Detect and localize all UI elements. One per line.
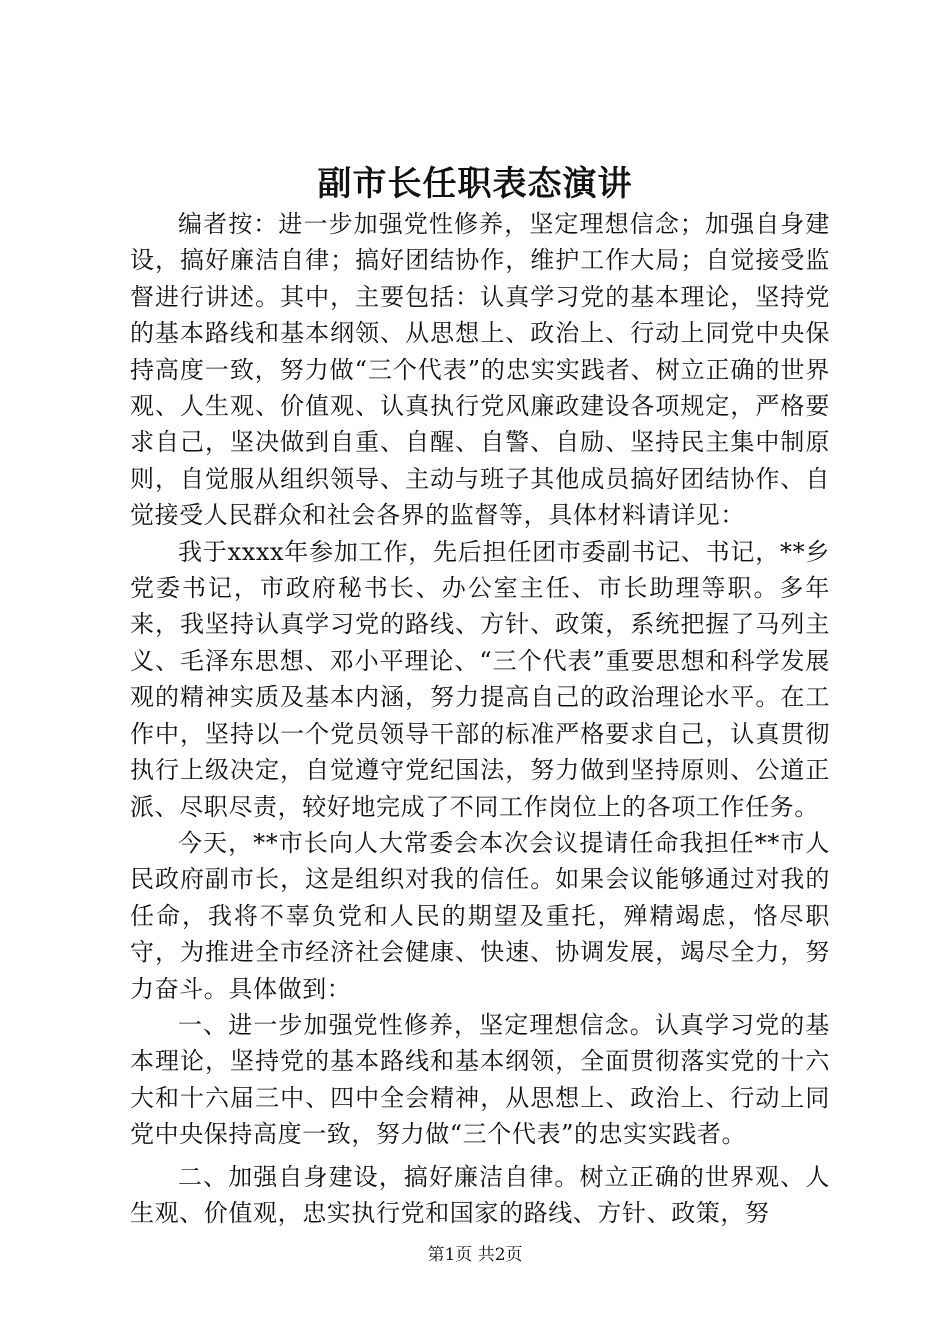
document-body — [130, 206, 830, 1231]
paragraph-editor-note: 编者按：进一步加强党性修养，坚定理想信念；加强自身建设，搞好廉洁自律；搞好团结协作，维护工作大局；自觉接受监督进行讲述。其中，主要包括：认真学习党的基本理论，坚持党的基本路线和基本纲领、从思想上、政治上、行动上同党中央保持高度一致，努力做“三个代表”的忠实实践者、树立正确的世界观、人生观、价值观、认真执行党风廉政建设各项规定，严格要求自己，坚决做到自重、自醒、自警、自励、坚持民主集中制原则，自觉服从组织领导、主动与班子其他成员搞好团结协作、自觉接受人民群众和社会各界的监督等，具体材料请详见： — [130, 210, 830, 530]
paragraph-nomination: 今天，**市长向人大常委会本次会议提请任命我担任**市人民政府副市长，这是组织对我的信任。如果会议能够通过对我的任命，我将不辜负党和人民的期望及重托，殚精竭虑，恪尽职守，为推进全市经济社会健康、快速、协调发展，竭尽全力，努力奋斗。具体做到： — [130, 828, 830, 1003]
page-number-footer: 第1页 共2页 — [427, 1245, 523, 1265]
paragraph-work-history: 我于xxxx年参加工作，先后担任团市委副书记、书记，**乡党委书记，市政府秘书长、办公室主任、市长助理等职。多年来，我坚持认真学习党的路线、方针、政策，系统把握了马列主义、毛泽东思想、邓小平理论、“三个代表”重要思想和科学发展观的精神实质及基本内涵，努力提高自己的政治理论水平。在工作中，坚持以一个党员领导干部的标准严格要求自己，认真贯彻执行上级决定，自觉遵守党纪国法，努力做到坚持原则、公道正派、尽职尽责，较好地完成了不同工作岗位上的各项工作任务。 — [130, 537, 830, 821]
document-title: 副市长任职表态演讲 — [317, 164, 633, 204]
paragraph-point-one: 一、进一步加强党性修养，坚定理想信念。认真学习党的基本理论，坚持党的基本路线和基本纲领，全面贯彻落实党的十六大和十六届三中、四中全会精神，从思想上、政治上、行动上同党中央保持高度一致，努力做“三个代表”的忠实实践者。 — [130, 1010, 830, 1149]
paragraph-point-two: 二、加强自身建设，搞好廉洁自律。树立正确的世界观、人生观、价值观，忠实执行党和国家的路线、方针、政策，努 — [130, 1162, 830, 1227]
